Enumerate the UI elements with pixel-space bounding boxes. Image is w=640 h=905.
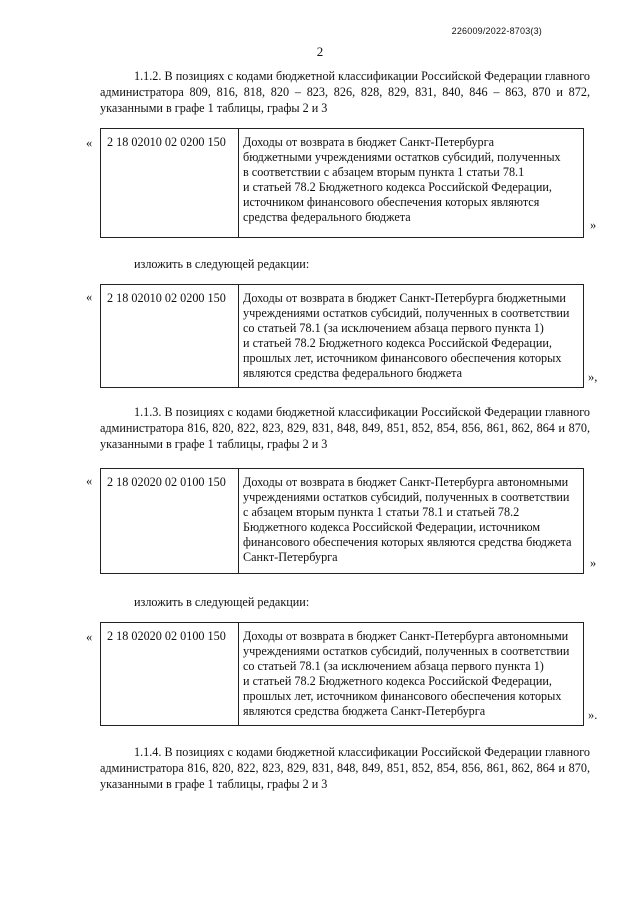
description-line: Доходы от возврата в бюджет Санкт-Петербурга бюджетными <box>243 291 566 305</box>
description-line: являются средства федерального бюджета <box>243 366 463 380</box>
transition-text: изложить в следующей редакции: <box>134 595 310 609</box>
code-cell: 2 18 02010 02 0200 150 <box>101 285 239 387</box>
description-line: учреждениями остатков субсидий, полученных в соответствии <box>243 644 570 658</box>
description-line: прошлых лет, источником финансового обеспечения которых <box>243 689 562 703</box>
open-quote: « <box>86 630 93 644</box>
description-line: Доходы от возврата в бюджет Санкт-Петербурга <box>243 135 494 149</box>
close-quote-comma: », <box>588 370 598 384</box>
description-cell <box>239 285 583 387</box>
description-line: и статьей 78.2 Бюджетного кодекса Российской Федерации, <box>243 674 552 688</box>
description-line: Санкт-Петербурга <box>243 550 338 564</box>
description-line: бюджетными учреждениями остатков субсидий, полученных <box>243 150 561 164</box>
description-line: финансового обеспечения которых являются средства бюджета <box>243 535 572 549</box>
close-quote: » <box>590 218 597 232</box>
open-quote: « <box>86 136 93 150</box>
description-line: со статьей 78.1 (за исключением абзаца первого пункта 1) <box>243 321 544 335</box>
table-row-new-1-1-2 <box>100 284 584 388</box>
description-line: Бюджетного кодекса Российской Федерации, источником <box>243 520 541 534</box>
open-quote: « <box>86 290 93 304</box>
description-cell <box>239 469 583 573</box>
description-cell <box>239 129 583 237</box>
description-line: Доходы от возврата в бюджет Санкт-Петербурга автономными <box>243 629 569 643</box>
description-line: являются средства бюджета Санкт-Петербурга <box>243 704 486 718</box>
code-cell: 2 18 02020 02 0100 150 <box>101 469 239 573</box>
code-cell: 2 18 02020 02 0100 150 <box>101 623 239 725</box>
code-cell: 2 18 02010 02 0200 150 <box>101 129 239 237</box>
open-quote: « <box>86 474 93 488</box>
description-line: и статьей 78.2 Бюджетного кодекса Российской Федерации, <box>243 180 552 194</box>
description-cell <box>239 623 583 725</box>
document-id: 226009/2022-8703(3) <box>451 26 542 36</box>
page-number: 2 <box>316 44 324 59</box>
description-line: с абзацем вторым пункта 1 статьи 78.1 и статьей 78.2 <box>243 505 520 519</box>
close-quote-dot: ». <box>588 708 598 722</box>
table-row-old-1-1-2 <box>100 128 584 238</box>
section-1-1-2-intro: 1.1.2. В позициях с кодами бюджетной классификации Российской Федерации главного администратора 809, 816, 818, 820 – 823, 826, 828, 829, 831, 840, 846 – 863, 870 и 872, указанными в графе 1 таблицы, графы 2 и 3 <box>100 69 590 115</box>
description-line: источником финансового обеспечения которых являются <box>243 195 540 209</box>
description-line: и статьей 78.2 Бюджетного кодекса Российской Федерации, <box>243 336 552 350</box>
section-1-1-4-intro: 1.1.4. В позициях с кодами бюджетной классификации Российской Федерации главного администратора 816, 820, 822, 823, 829, 831, 848, 849, 851, 852, 854, 856, 861, 862, 864 и 870, указанными в графе 1 таблицы, графы 2 и 3 <box>100 745 590 791</box>
description-line: со статьей 78.1 (за исключением абзаца первого пункта 1) <box>243 659 544 673</box>
table-row-old-1-1-3 <box>100 468 584 574</box>
description-line: средства федерального бюджета <box>243 210 411 224</box>
description-line: прошлых лет, источником финансового обеспечения которых <box>243 351 562 365</box>
description-line: учреждениями остатков субсидий, полученных в соответствии <box>243 306 570 320</box>
description-line: учреждениями остатков субсидий, полученных в соответствии <box>243 490 570 504</box>
section-1-1-3-intro: 1.1.3. В позициях с кодами бюджетной классификации Российской Федерации главного администратора 816, 820, 822, 823, 829, 831, 848, 849, 851, 852, 854, 856, 861, 862, 864 и 870, указанными в графе 1 таблицы, графы 2 и 3 <box>100 405 590 451</box>
description-line: Доходы от возврата в бюджет Санкт-Петербурга автономными <box>243 475 569 489</box>
transition-text: изложить в следующей редакции: <box>134 257 310 271</box>
close-quote: » <box>590 556 597 570</box>
description-line: в соответствии с абзацем вторым пункта 1 статьи 78.1 <box>243 165 525 179</box>
table-row-new-1-1-3 <box>100 622 584 726</box>
